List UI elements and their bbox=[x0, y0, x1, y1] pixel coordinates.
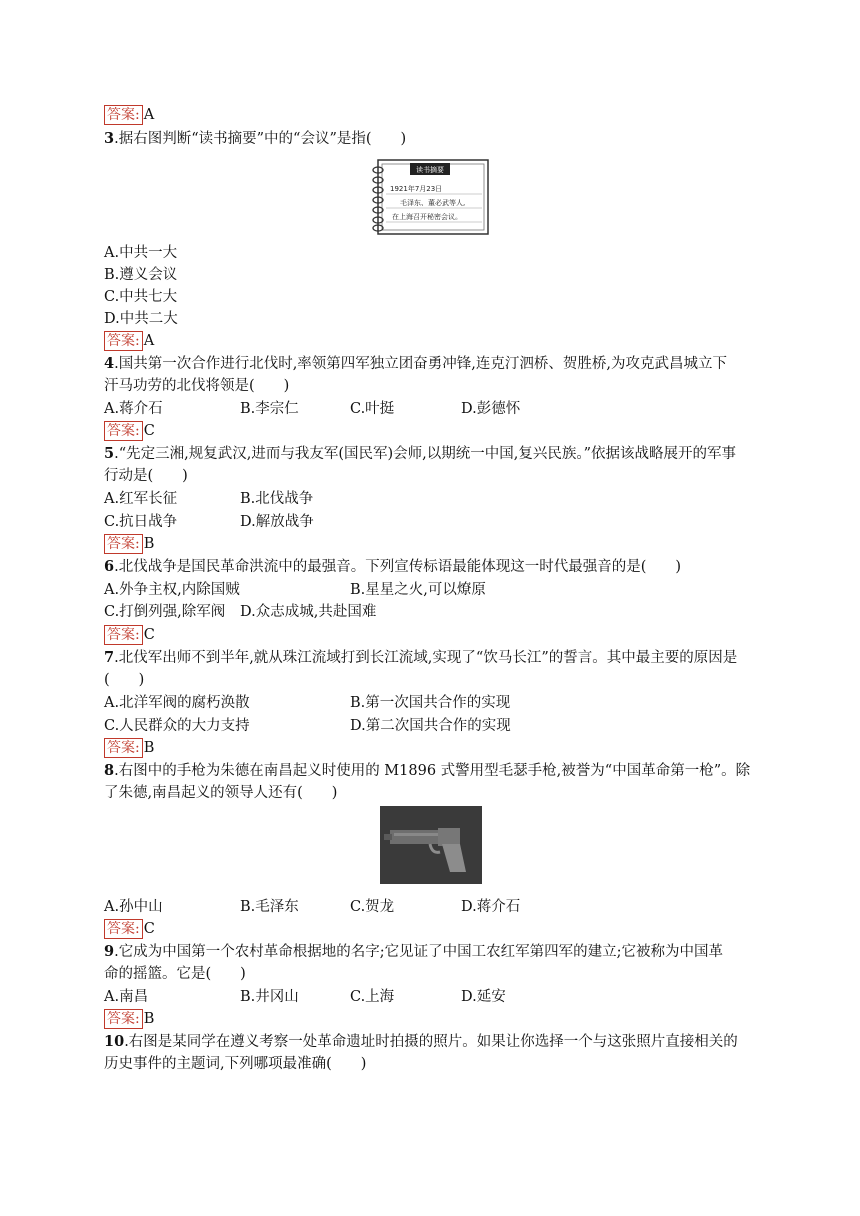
answer-tag: 答案: bbox=[104, 738, 143, 758]
option-a: A.孙中山 bbox=[104, 899, 163, 915]
answer-line bbox=[104, 1008, 154, 1030]
question-5 bbox=[104, 443, 736, 465]
answer-value: A bbox=[143, 107, 155, 123]
answer-tag: 答案: bbox=[104, 1009, 143, 1029]
answer-line bbox=[104, 104, 154, 126]
option-a: A.红军长征 bbox=[104, 491, 178, 507]
option-c: C.贺龙 bbox=[350, 899, 395, 915]
option-d: D.彭德怀 bbox=[461, 401, 521, 417]
question-number: 6 bbox=[104, 558, 115, 575]
answer-tag: 答案: bbox=[104, 919, 143, 939]
option-c: C.打倒列强,除军阀 bbox=[104, 604, 226, 620]
question-text: .北伐军出师不到半年,就从珠江流域打到长江流域,实现了“饮马长江”的誓言。其中最主要的原因是 bbox=[114, 650, 738, 666]
answer-value: B bbox=[143, 536, 155, 552]
option-b: B.李宗仁 bbox=[240, 401, 299, 417]
options-row bbox=[104, 398, 756, 420]
option-a: A.中共一大 bbox=[104, 245, 178, 261]
options-row bbox=[104, 692, 756, 714]
answer-value: C bbox=[143, 423, 155, 439]
option-d: D.蒋介石 bbox=[461, 899, 521, 915]
question-number: 7 bbox=[104, 649, 115, 666]
option-b: B.第一次国共合作的实现 bbox=[350, 695, 511, 711]
option-a: A.南昌 bbox=[104, 989, 149, 1005]
option-d: D.第二次国共合作的实现 bbox=[350, 718, 511, 734]
question-3 bbox=[104, 128, 406, 150]
answer-line bbox=[104, 737, 154, 759]
option-b: B.北伐战争 bbox=[240, 491, 314, 507]
question-text: .它成为中国第一个农村革命根据地的名字;它见证了中国工农红军第四军的建立;它被称为中国革 bbox=[114, 944, 723, 960]
options-row bbox=[104, 601, 756, 623]
answer-line bbox=[104, 330, 154, 352]
answer-line bbox=[104, 624, 155, 646]
option-d: D.中共二大 bbox=[104, 311, 178, 327]
answer-line bbox=[104, 420, 155, 442]
answer-line bbox=[104, 533, 154, 555]
question-7 bbox=[104, 647, 737, 669]
option-d: D.延安 bbox=[461, 989, 506, 1005]
question-text: .右图是某同学在遵义考察一处革命遗址时拍摄的照片。如果让你选择一个与这张照片直接相关的 bbox=[124, 1034, 738, 1050]
answer-tag: 答案: bbox=[104, 105, 143, 125]
option-d: D.众志成城,共赴国难 bbox=[240, 604, 377, 620]
question-6 bbox=[104, 556, 681, 578]
option-b: B.遵义会议 bbox=[104, 267, 178, 283]
options-row bbox=[104, 715, 756, 737]
notebook-image bbox=[370, 158, 491, 236]
answer-tag: 答案: bbox=[104, 534, 143, 554]
option-c: C.人民群众的大力支持 bbox=[104, 718, 250, 734]
option-d: D.解放战争 bbox=[240, 514, 314, 530]
question-number: 8 bbox=[104, 762, 115, 779]
option-c: C.上海 bbox=[350, 989, 395, 1005]
option-a: A.北洋军阀的腐朽涣散 bbox=[104, 695, 250, 711]
question-text-continued: 汗马功劳的北伐将领是( ) bbox=[104, 378, 290, 394]
option-a: A.外争主权,内除国贼 bbox=[104, 582, 240, 598]
notebook-header: 读书摘要 bbox=[416, 166, 444, 174]
question-4 bbox=[104, 353, 727, 375]
options-row bbox=[104, 579, 756, 601]
question-text: .国共第一次合作进行北伐时,率领第四军独立团奋勇冲锋,连克汀泗桥、贺胜桥,为攻克武昌城立下 bbox=[114, 356, 728, 372]
options-row bbox=[104, 986, 756, 1008]
question-text-continued: 了朱德,南昌起义的领导人还有( ) bbox=[104, 785, 338, 801]
answer-value: C bbox=[143, 627, 155, 643]
answer-value: B bbox=[143, 740, 155, 756]
options-row bbox=[104, 896, 756, 918]
notebook-date: 1921年7月23日 bbox=[390, 185, 443, 193]
question-number: 3 bbox=[104, 130, 115, 147]
question-text: .北伐战争是国民革命洪流中的最强音。下列宣传标语最能体现这一时代最强音的是( ) bbox=[114, 559, 682, 575]
option-b: B.井冈山 bbox=[240, 989, 299, 1005]
answer-tag: 答案: bbox=[104, 331, 143, 351]
question-number: 4 bbox=[104, 355, 115, 372]
option-a: A.蒋介石 bbox=[104, 401, 163, 417]
answer-tag: 答案: bbox=[104, 421, 143, 441]
answer-value: C bbox=[143, 921, 155, 937]
question-number: 9 bbox=[104, 943, 115, 960]
answer-value: B bbox=[143, 1011, 155, 1027]
answer-value: A bbox=[143, 333, 155, 349]
question-9 bbox=[104, 941, 723, 963]
question-number: 10 bbox=[104, 1033, 125, 1050]
option-c: C.中共七大 bbox=[104, 289, 178, 305]
question-text: .“先定三湘,规复武汉,进而与我友军(国民军)会师,以期统一中国,复兴民族。”依据该战略展开的军事 bbox=[114, 446, 737, 462]
option-b: B.毛泽东 bbox=[240, 899, 299, 915]
question-text-continued: 历史事件的主题词,下列哪项最准确( ) bbox=[104, 1056, 367, 1072]
pistol-photo bbox=[380, 806, 482, 884]
question-text-continued: 行动是( ) bbox=[104, 468, 188, 484]
question-number: 5 bbox=[104, 445, 115, 462]
option-b: B.星星之火,可以燎原 bbox=[350, 582, 486, 598]
question-text: .右图中的手枪为朱德在南昌起义时使用的 M1896 式警用型毛瑟手枪,被誉为“中国革命第一枪”。除 bbox=[114, 763, 751, 779]
question-text: .据右图判断“读书摘要”中的“会议”是指( ) bbox=[114, 131, 407, 147]
options-row bbox=[104, 511, 756, 533]
notebook-line-1: 毛泽东、董必武等人, bbox=[400, 199, 466, 207]
question-text-continued: 命的摇篮。它是( ) bbox=[104, 966, 246, 982]
question-text-continued: ( ) bbox=[104, 672, 145, 688]
options-row bbox=[104, 488, 756, 510]
answer-tag: 答案: bbox=[104, 625, 143, 645]
answer-line bbox=[104, 918, 155, 940]
option-c: C.叶挺 bbox=[350, 401, 395, 417]
option-c: C.抗日战争 bbox=[104, 514, 178, 530]
reading-notes-figure bbox=[370, 158, 491, 236]
pistol-image bbox=[380, 806, 482, 884]
notebook-line-2: 在上海召开秘密会议。 bbox=[392, 213, 462, 221]
question-8 bbox=[104, 760, 750, 782]
question-10 bbox=[104, 1031, 738, 1053]
